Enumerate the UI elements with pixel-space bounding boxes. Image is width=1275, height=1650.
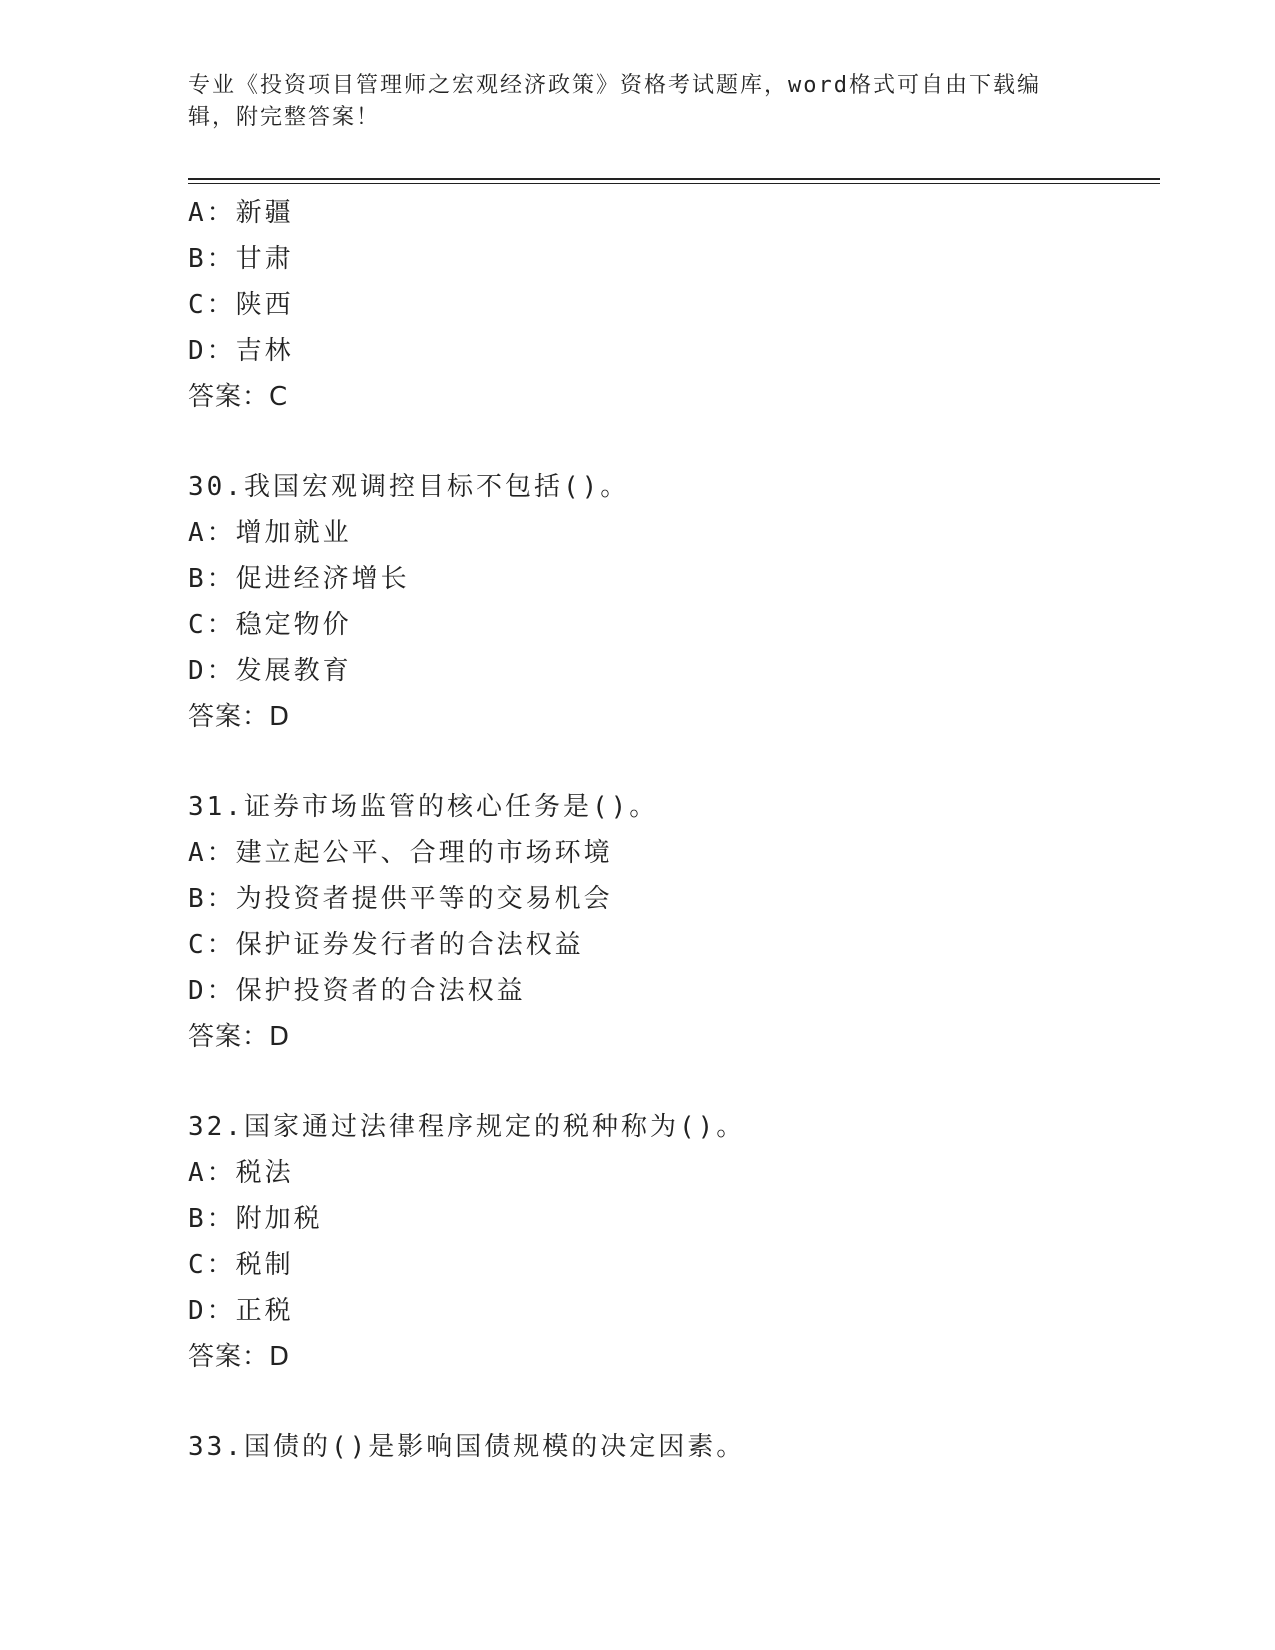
question-30 [188,464,1138,740]
option-d: D：保护投资者的合法权益 [188,976,526,1006]
option-b: B：甘肃 [188,244,294,274]
header-divider-thick [188,178,1160,180]
answer-line: 答案：D [188,1342,291,1372]
question-32 [188,1104,1138,1380]
question-stem: 31.证券市场监管的核心任务是()。 [188,792,659,822]
option-c: C：保护证券发行者的合法权益 [188,930,584,960]
question-stem: 33.国债的()是影响国债规模的决定因素。 [188,1432,746,1462]
option-d: D：吉林 [188,336,294,366]
header-divider-thin [188,183,1160,184]
option-a: A：新疆 [188,198,294,228]
header-line-2: 辑，附完整答案！ [188,105,381,130]
option-a: A：税法 [188,1158,294,1188]
answer-line: 答案：D [188,1022,291,1052]
question-31 [188,784,1138,1060]
option-a: A：建立起公平、合理的市场环境 [188,838,613,868]
option-a: A：增加就业 [188,518,352,548]
option-b: B：为投资者提供平等的交易机会 [188,884,613,914]
question-list [188,190,1138,1470]
option-b: B：促进经济增长 [188,564,410,594]
question-33 [188,1424,1138,1470]
question-29-tail [188,190,1138,420]
answer-line: 答案：D [188,702,291,732]
option-d: D：正税 [188,1296,294,1326]
header-line-1: 专业《投资项目管理师之宏观经济政策》资格考试题库，word格式可自由下载编 [188,73,1041,98]
question-stem: 32.国家通过法律程序规定的税种称为()。 [188,1112,746,1142]
option-b: B：附加税 [188,1204,323,1234]
document-header [188,70,1088,134]
answer-line: 答案：C [188,382,289,412]
option-c: C：稳定物价 [188,610,352,640]
question-stem: 30.我国宏观调控目标不包括()。 [188,472,630,502]
option-c: C：陕西 [188,290,294,320]
option-d: D：发展教育 [188,656,352,686]
option-c: C：税制 [188,1250,294,1280]
